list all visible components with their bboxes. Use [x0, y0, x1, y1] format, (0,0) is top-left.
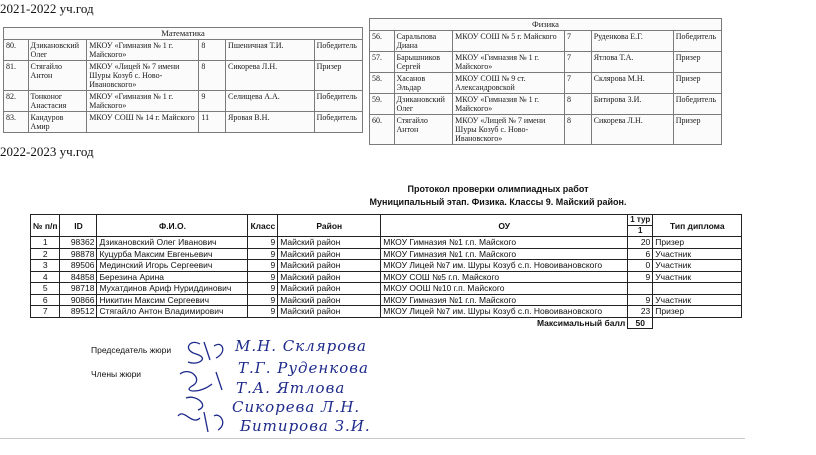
table-cell: МКОУ «Гимназия № 1 г. Майского» — [87, 40, 199, 61]
table-cell: Майский район — [278, 294, 381, 306]
table-cell: Хасанов Эльдар — [394, 73, 453, 94]
table-cell: 9 — [248, 237, 278, 249]
protocol-subtitle: Муниципальный этап. Физика. Классы 9. Майский район. — [369, 197, 627, 207]
table-cell: 20 — [628, 237, 653, 249]
table-cell: 7 — [565, 31, 592, 52]
table-row — [370, 31, 722, 52]
table-cell: МКОУ «Гимназия № 1 г. Майского» — [87, 91, 199, 112]
table-cell: МКОУ «Гимназия № 1 г. Майского» — [453, 94, 565, 115]
col-header-number: № п/п — [31, 215, 60, 237]
table-cell: Майский район — [278, 260, 381, 272]
col-header-tour: 1 тур — [628, 215, 653, 226]
table-cell: Призер — [673, 73, 721, 94]
table-cell: 9 — [248, 271, 278, 283]
table-cell: 98718 — [60, 283, 97, 295]
table-cell: Майский район — [278, 283, 381, 295]
col-header-fio: Ф.И.О. — [97, 215, 248, 237]
table-cell: Победитель — [314, 91, 362, 112]
jury-chair-label: Председатель жюри — [91, 345, 172, 355]
col-header-id: ID — [60, 215, 97, 237]
table-cell: 59. — [370, 94, 395, 115]
table-cell: 56. — [370, 31, 395, 52]
table-cell: МКОУ Гимназия №1 г.п. Майского — [381, 248, 628, 260]
table-cell: 8 — [565, 94, 592, 115]
table-row — [31, 248, 742, 260]
table-cell: 98878 — [60, 248, 97, 260]
table-row — [370, 115, 722, 145]
math-caption: Математика — [4, 28, 363, 40]
signature-3: Т.А. Ятлова — [236, 379, 346, 397]
table-row — [370, 94, 722, 115]
year-heading-2022: 2022-2023 уч.год — [0, 144, 94, 159]
table-cell: Участник — [653, 294, 742, 306]
signature-4: Сикорева Л.Н. — [232, 398, 361, 416]
table-cell: Майский район — [278, 237, 381, 249]
table-cell: Победитель — [673, 31, 721, 52]
table-row — [4, 61, 363, 91]
table-row — [31, 237, 742, 249]
table-cell: 81. — [4, 61, 29, 91]
table-cell: 90866 — [60, 294, 97, 306]
table-cell: Руденкова Е.Г. — [591, 31, 673, 52]
handwritten-signature-marks — [170, 336, 238, 436]
table-row — [31, 294, 742, 306]
table-row — [31, 283, 742, 295]
table-cell: Победитель — [314, 112, 362, 133]
table-row — [370, 52, 722, 73]
table-cell: МКОУ Лицей №7 им. Шуры Козуб с.п. Новоивановского — [381, 306, 628, 318]
jury-members-label: Члены жюри — [91, 369, 142, 379]
table-cell: Призер — [673, 52, 721, 73]
table-cell: 8 — [565, 115, 592, 145]
table-cell: 9 — [248, 294, 278, 306]
table-cell: 7 — [31, 306, 60, 318]
table-cell: Победитель — [673, 94, 721, 115]
table-cell: МКОУ «Гимназия № 1 г. Майского» — [453, 52, 565, 73]
table-cell: 8 — [199, 61, 226, 91]
table-row — [31, 260, 742, 272]
table-cell: Участник — [653, 248, 742, 260]
table-cell: 7 — [565, 73, 592, 94]
col-header-school: ОУ — [381, 215, 628, 237]
signature-1: М.Н. Склярова — [235, 337, 367, 355]
table-cell: 89506 — [60, 260, 97, 272]
table-cell: Сикорева Л.Н. — [226, 61, 315, 91]
table-cell: Дзикановский Олег — [28, 40, 87, 61]
table-cell: Призер — [314, 61, 362, 91]
table-cell: МКОУ ООШ №10 г.п. Майского — [381, 283, 628, 295]
table-cell: 89512 — [60, 306, 97, 318]
col-header-diploma: Тип диплома — [653, 215, 742, 237]
table-row — [4, 40, 363, 61]
table-cell: Склярова М.Н. — [591, 73, 673, 94]
table-cell: Березина Арина — [97, 271, 248, 283]
table-cell: 9 — [628, 294, 653, 306]
table-cell: МКОУ СОШ № 14 г. Майского — [87, 112, 199, 133]
table-cell: МКОУ Лицей №7 им. Шуры Козуб с.п. Новоивановского — [381, 260, 628, 272]
table-cell: 6 — [628, 248, 653, 260]
table-cell: Майский район — [278, 248, 381, 260]
table-cell: Дзикановский Олег — [394, 94, 453, 115]
table-row — [4, 112, 363, 133]
physics-table-body — [370, 31, 722, 145]
max-score-label: Максимальный балл — [536, 318, 626, 328]
table-cell: 82. — [4, 91, 29, 112]
table-cell: 9 — [248, 283, 278, 295]
table-cell: 5 — [31, 283, 60, 295]
table-cell: Никитин Максим Сергеевич — [97, 294, 248, 306]
table-cell: Майский район — [278, 271, 381, 283]
table-cell: 6 — [31, 294, 60, 306]
table-cell: Призер — [653, 306, 742, 318]
table-cell: 9 — [248, 248, 278, 260]
table-cell: Майский район — [278, 306, 381, 318]
table-cell — [653, 283, 742, 295]
signature-5: Битирова З.И. — [240, 417, 371, 435]
table-row — [31, 271, 742, 283]
table-cell: Участник — [653, 271, 742, 283]
table-cell: 3 — [31, 260, 60, 272]
table-cell: Дзикановский Олег Иванович — [97, 237, 248, 249]
table-cell: Участник — [653, 260, 742, 272]
table-row — [370, 73, 722, 94]
table-cell: 7 — [565, 52, 592, 73]
physics-caption: Физика — [370, 19, 722, 31]
table-cell: МКОУ Гимназия №1 г.п. Майского — [381, 294, 628, 306]
table-cell: МКОУ СОШ №5 г.п. Майского — [381, 271, 628, 283]
table-cell: Барышников Сергей — [394, 52, 453, 73]
table-cell: 60. — [370, 115, 395, 145]
table-cell: 9 — [628, 271, 653, 283]
table-cell: Стягайло Антон — [394, 115, 453, 145]
table-cell: МКОУ «Лицей № 7 имени Шуры Козуб с. Ново-Ивановского» — [453, 115, 565, 145]
signature-2: Т.Г. Руденкова — [238, 359, 369, 377]
table-cell: Пшеничная Т.И. — [226, 40, 315, 61]
col-header-class: Класс — [248, 215, 278, 237]
col-header-tour-sub: 1 — [628, 226, 653, 237]
table-cell: 11 — [199, 112, 226, 133]
table-cell: Ятлова Т.А. — [591, 52, 673, 73]
table-cell: Мухатдинов Ариф Нуриддинович — [97, 283, 248, 295]
table-cell: 4 — [31, 271, 60, 283]
table-cell: 83. — [4, 112, 29, 133]
math-results-table — [3, 27, 363, 133]
table-cell: Сикорева Л.Н. — [591, 115, 673, 145]
table-cell — [628, 283, 653, 295]
physics-results-table — [369, 18, 722, 145]
table-cell: Битирова З.И. — [591, 94, 673, 115]
table-cell: 58. — [370, 73, 395, 94]
table-cell: Саральпова Диана — [394, 31, 453, 52]
page-divider — [0, 438, 745, 439]
table-cell: 23 — [628, 306, 653, 318]
table-cell: 8 — [199, 40, 226, 61]
table-cell: Призер — [653, 237, 742, 249]
table-cell: 9 — [199, 91, 226, 112]
protocol-table — [30, 214, 742, 329]
table-cell: 57. — [370, 52, 395, 73]
table-cell: 1 — [31, 237, 60, 249]
table-cell: 0 — [628, 260, 653, 272]
table-cell: 98362 — [60, 237, 97, 249]
year-heading-2021: 2021-2022 уч.год — [0, 1, 94, 16]
table-cell: Кандуров Амир — [28, 112, 87, 133]
table-cell: МКОУ Гимназия №1 г.п. Майского — [381, 237, 628, 249]
col-header-region: Район — [278, 215, 381, 237]
table-cell: Призер — [673, 115, 721, 145]
table-cell: 2 — [31, 248, 60, 260]
table-cell: Стягайло Антон — [28, 61, 87, 91]
table-cell: Яровая В.Н. — [226, 112, 315, 133]
table-cell: Стягайло Антон Владимирович — [97, 306, 248, 318]
table-cell: МКОУ СОШ № 5 г. Майского — [453, 31, 565, 52]
max-score-value: 50 — [628, 317, 653, 329]
table-cell: Мединский Игорь Сергеевич — [97, 260, 248, 272]
protocol-table-body — [31, 237, 742, 318]
table-cell: Селищева А.А. — [226, 91, 315, 112]
table-cell: Победитель — [314, 40, 362, 61]
table-row — [31, 306, 742, 318]
table-cell: Куцурба Максим Евгеньевич — [97, 248, 248, 260]
table-cell: Тонконог Анастасия — [28, 91, 87, 112]
protocol-title: Протокол проверки олимпиадных работ — [407, 184, 589, 194]
table-cell: 9 — [248, 260, 278, 272]
table-row — [4, 91, 363, 112]
table-cell: МКОУ «Лицей № 7 имени Шуры Козуб с. Ново-Ивановского» — [87, 61, 199, 91]
table-cell: 9 — [248, 306, 278, 318]
table-cell: 80. — [4, 40, 29, 61]
math-table-body — [4, 40, 363, 133]
table-cell: 84858 — [60, 271, 97, 283]
table-cell: МКОУ СОШ № 9 ст. Александровской — [453, 73, 565, 94]
